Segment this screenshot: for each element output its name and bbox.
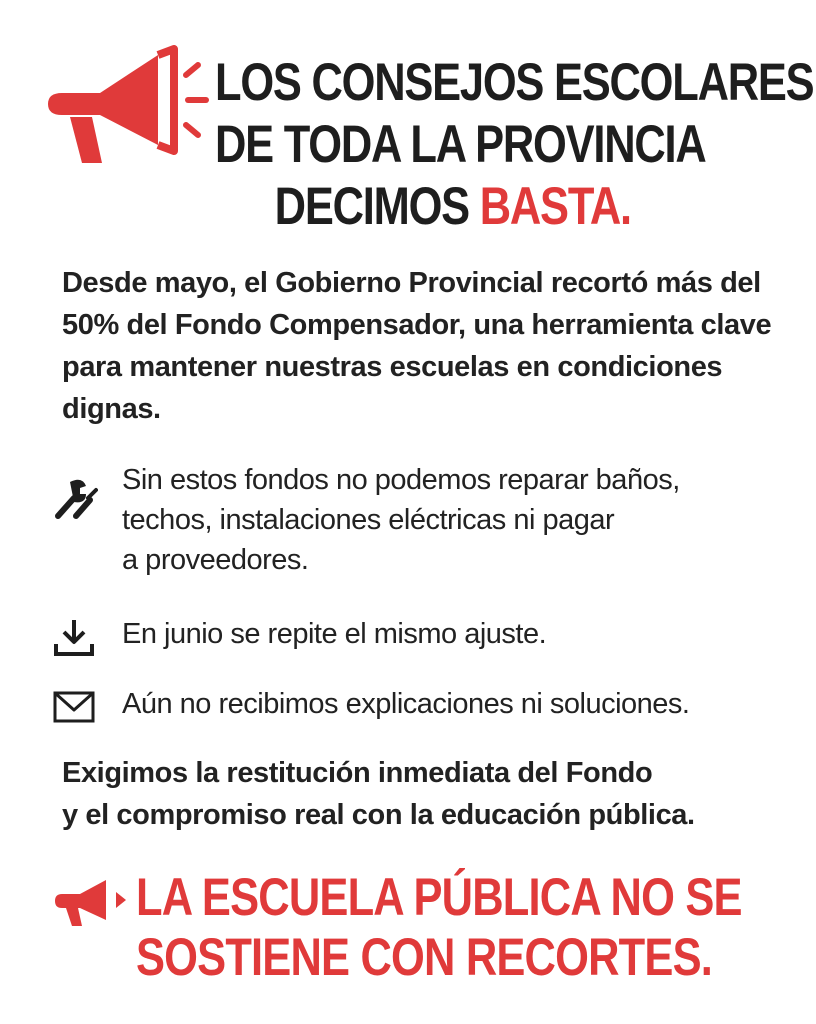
- tools-icon: [52, 474, 98, 520]
- headline-prefix: DECIMOS: [274, 177, 480, 236]
- slogan-line-1: LA ESCUELA PÚBLICA NO SE: [136, 868, 742, 927]
- bullet-funds-line-3: a proveedores.: [122, 544, 309, 576]
- demand-line-1: Exigimos la restitución inmediata del Fondo: [62, 757, 653, 789]
- headline-line-2: DE TODA LA PROVINCIA: [215, 115, 706, 174]
- bullet-june: [52, 614, 802, 658]
- megaphone-icon: [40, 45, 215, 175]
- headline-accent-basta: BASTA.: [479, 177, 631, 236]
- bullet-june-text: En junio se repite el mismo ajuste.: [122, 618, 547, 650]
- headline-line-1: LOS CONSEJOS ESCOLARES: [215, 53, 814, 112]
- slogan-block: [52, 868, 792, 998]
- demand-paragraph: [62, 752, 792, 836]
- headline: [215, 52, 814, 238]
- slogan-line-2: SOSTIENE CON RECORTES.: [136, 928, 712, 987]
- bullet-funds-line-2: techos, instalaciones eléctricas ni pagar: [122, 504, 615, 536]
- slogan: [136, 868, 742, 988]
- download-icon: [52, 618, 96, 658]
- bullet-funds: [52, 460, 802, 590]
- intro-paragraph: Desde mayo, el Gobierno Provincial recortó más del 50% del Fondo Compensador, una herramienta clave para mantener nuestras escuelas en condiciones dignas.: [62, 267, 772, 425]
- bullet-funds-text: [122, 460, 812, 580]
- bullet-funds-line-1: Sin estos fondos no podemos reparar baños,: [122, 464, 680, 496]
- demand-line-2: y el compromiso real con la educación pública.: [62, 799, 695, 831]
- megaphone-icon: [52, 878, 132, 928]
- envelope-icon: [52, 690, 96, 724]
- bullet-no-answers: [52, 684, 802, 728]
- bullet-no-answers-text: Aún no recibimos explicaciones ni soluciones.: [122, 688, 690, 720]
- header: [40, 40, 814, 245]
- headline-line-3: [215, 176, 691, 238]
